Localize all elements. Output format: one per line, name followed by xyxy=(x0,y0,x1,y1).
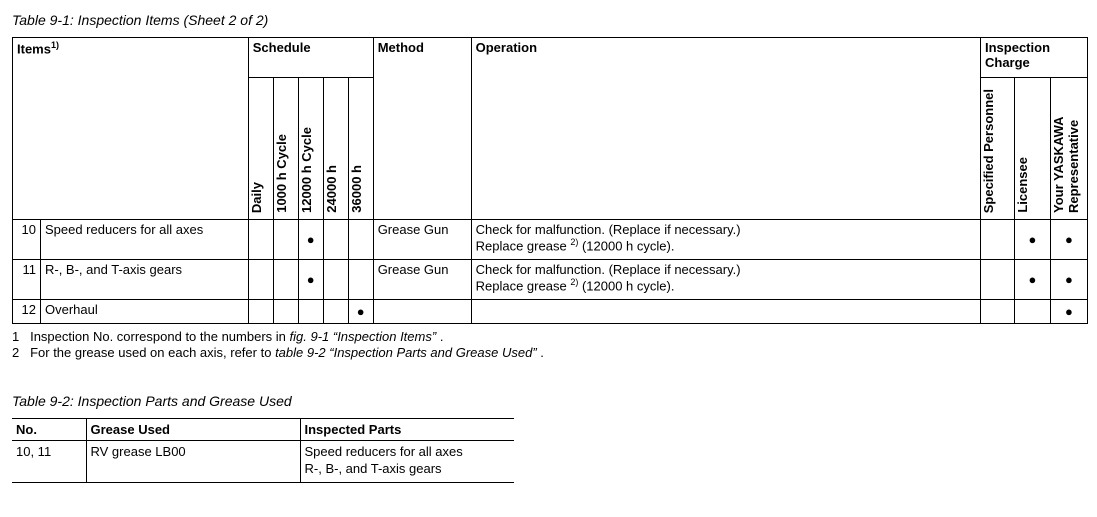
operation-header: Operation xyxy=(471,38,980,220)
charge-mark xyxy=(1014,300,1050,324)
charge-mark: ● xyxy=(1014,260,1050,300)
table-row xyxy=(13,300,1088,324)
inspection-items-table xyxy=(12,37,1088,324)
schedule-header: Schedule xyxy=(248,38,373,78)
schedule-mark xyxy=(323,300,348,324)
inspection-parts-table xyxy=(12,418,514,483)
schedule-mark xyxy=(248,220,273,260)
table2-header-row xyxy=(12,419,514,441)
row-number: 10, 11 xyxy=(12,441,86,483)
note-1: 1 Inspection No. correspond to the numbers in fig. 9-1 “Inspection Items” . xyxy=(12,329,444,344)
schedule-col-1000h: 1000 h Cycle xyxy=(273,78,298,220)
row-item: Overhaul xyxy=(40,300,248,324)
schedule-col-24000h: 24000 h xyxy=(323,78,348,220)
inspected-parts: Speed reducers for all axes R-, B-, and T-axis gears xyxy=(300,441,514,483)
schedule-mark xyxy=(348,260,373,300)
row-number: 12 xyxy=(13,300,41,324)
schedule-col-12000h: 12000 h Cycle xyxy=(298,78,323,220)
row-operation: Check for malfunction. (Replace if necessary.) Replace grease $^{2)}$ (12000 h cycle). xyxy=(471,220,980,260)
charge-mark: ● xyxy=(1014,220,1050,260)
no-header: No. xyxy=(12,419,86,441)
items-header: Items$^{1)}$ xyxy=(13,38,249,220)
charge-mark: ● xyxy=(1050,220,1087,260)
table-reference-link[interactable]: table 9-2 “Inspection Parts and Grease Used” xyxy=(275,345,537,360)
inspected-parts-header: Inspected Parts xyxy=(300,419,514,441)
schedule-mark xyxy=(248,260,273,300)
grease-used-header: Grease Used xyxy=(86,419,300,441)
charge-mark xyxy=(981,300,1015,324)
schedule-mark xyxy=(323,220,348,260)
table2-caption: Table 9-2: Inspection Parts and Grease Used xyxy=(12,393,292,409)
schedule-mark xyxy=(273,220,298,260)
charge-mark xyxy=(981,260,1015,300)
schedule-mark: ● xyxy=(298,220,323,260)
schedule-mark xyxy=(348,220,373,260)
grease-used: RV grease LB00 xyxy=(86,441,300,483)
charge-mark xyxy=(981,220,1015,260)
schedule-mark xyxy=(298,300,323,324)
schedule-mark xyxy=(248,300,273,324)
table1-caption: Table 9-1: Inspection Items (Sheet 2 of 2) xyxy=(12,12,269,28)
row-operation: Check for malfunction. (Replace if necessary.) Replace grease $^{2)}$ (12000 h cycle). xyxy=(471,260,980,300)
note-2: 2 For the grease used on each axis, refer to table 9-2 “Inspection Parts and Grease Used” . xyxy=(12,345,544,360)
schedule-mark xyxy=(273,300,298,324)
row-method: Grease Gun xyxy=(373,260,471,300)
charge-mark: ● xyxy=(1050,260,1087,300)
table-notes xyxy=(12,329,544,361)
charge-col-specified-personnel: Specified Personnel xyxy=(981,78,1015,220)
row-number: 11 xyxy=(13,260,41,300)
method-header: Method xyxy=(373,38,471,220)
schedule-mark xyxy=(273,260,298,300)
table-row xyxy=(13,220,1088,260)
figure-reference-link[interactable]: fig. 9-1 “Inspection Items” xyxy=(289,329,437,344)
schedule-mark xyxy=(323,260,348,300)
row-method: Grease Gun xyxy=(373,220,471,260)
schedule-col-daily: Daily xyxy=(248,78,273,220)
table-row xyxy=(13,260,1088,300)
header-row-1 xyxy=(13,38,1088,78)
charge-mark: ● xyxy=(1050,300,1087,324)
schedule-col-36000h: 36000 h xyxy=(348,78,373,220)
charge-col-licensee: Licensee xyxy=(1014,78,1050,220)
row-number: 10 xyxy=(13,220,41,260)
schedule-mark: ● xyxy=(298,260,323,300)
table-row xyxy=(12,441,514,483)
row-operation xyxy=(471,300,980,324)
row-item: Speed reducers for all axes xyxy=(40,220,248,260)
charge-col-yaskawa-rep: Your YASKAWA Representative xyxy=(1050,78,1087,220)
row-method xyxy=(373,300,471,324)
inspection-charge-header: Inspection Charge xyxy=(981,38,1088,78)
row-item: R-, B-, and T-axis gears xyxy=(40,260,248,300)
schedule-mark: ● xyxy=(348,300,373,324)
